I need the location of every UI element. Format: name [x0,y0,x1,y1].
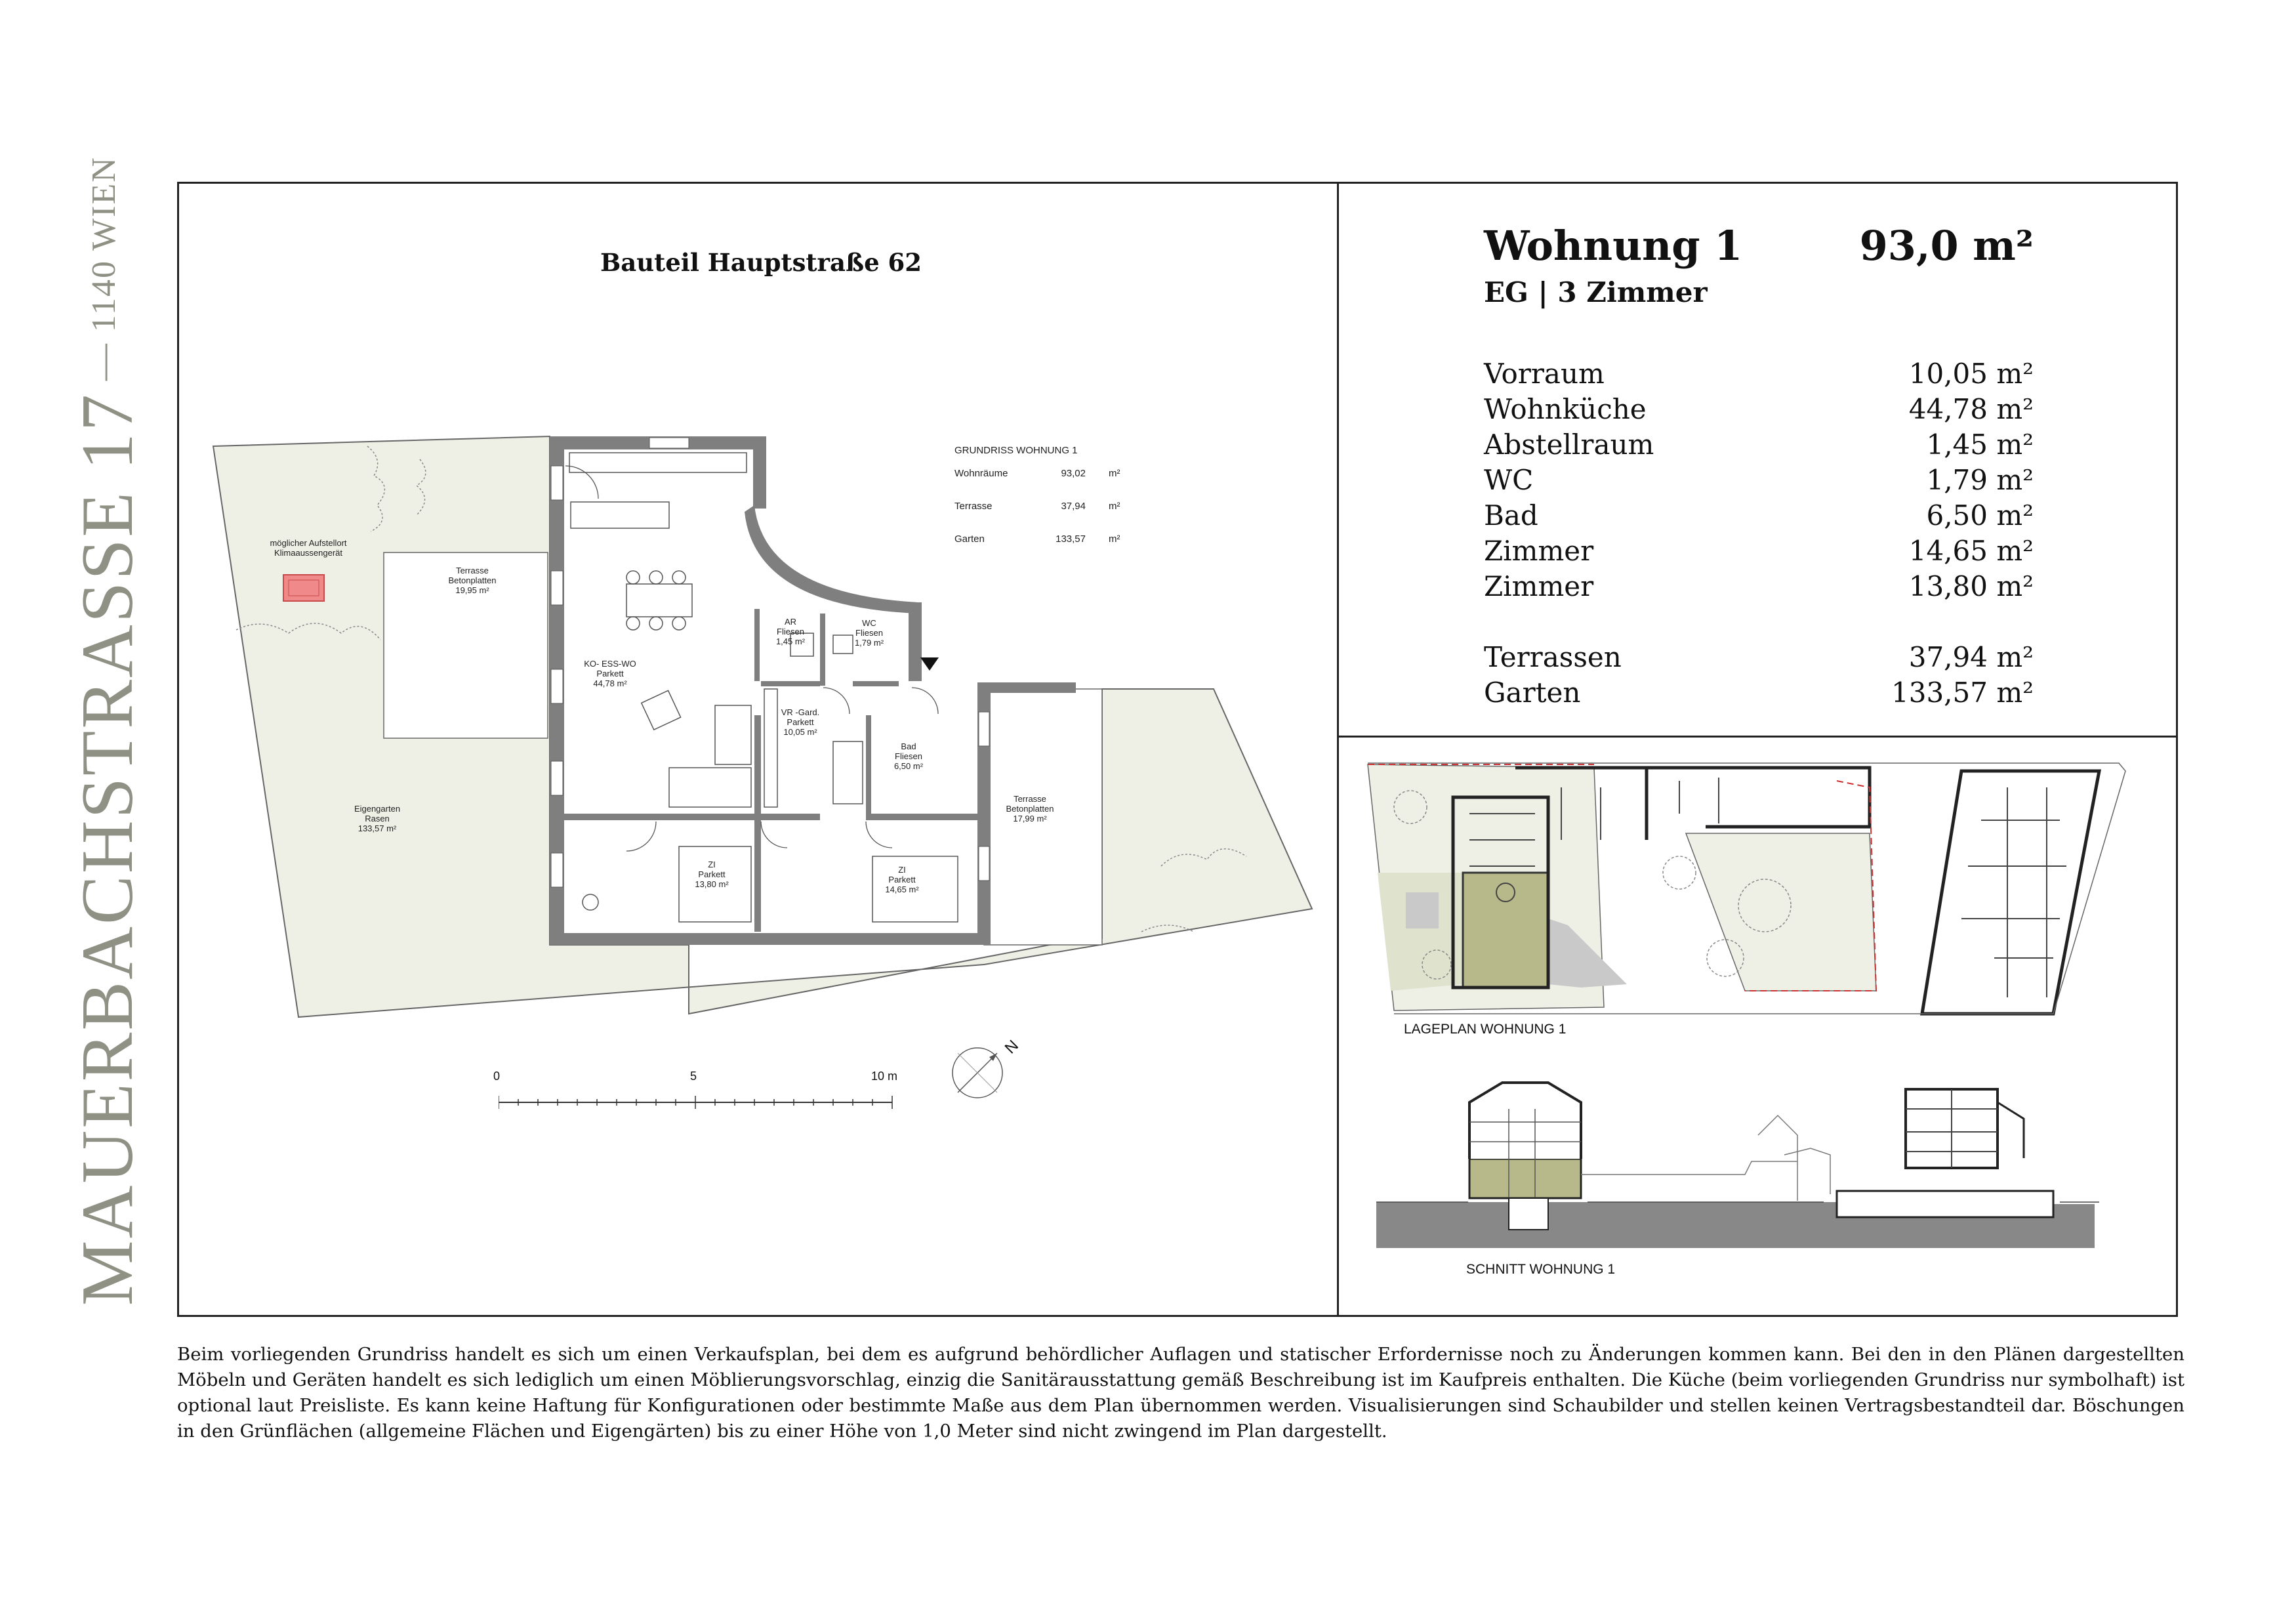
disclaimer-text: Beim vorliegenden Grundriss handelt es sich um einen Verkaufsplan, bei dem es aufgrund behördlicher Auflagen und statischer Erfordernisse noch zu Änderungen kommen kann. Bei den in den Plänen dargestellten Möbeln und Geräten handelt es sich lediglich um einen Möblierungsvorschlag, einzig die Sanitärausstattung gemäß Beschreibung ist im Kaufpreis enthalten. Die Küche (beim vorliegenden Grundriss nur symbolhaft) ist optional laut Preisliste. Es kann keine Haftung für Konfigurationen oder bestimmte Maße aus dem Plan übernommen werden. Visualisierungen sind Schaubilder und stellen keinen Vertragsbestandteil dar. Böschungen in den Grünflächen (allgemeine Flächen und Eigengärten) bis zu einer Höhe von 1,0 Meter sind nicht zwingend im Plan dargestellt. [177,1344,2184,1442]
room-area: 13,80 m² [1908,570,2034,602]
apartment-name: Wohnung 1 [1484,222,1743,270]
room-label-wc: WC Fliesen 1,79 m² [854,618,884,648]
room-area: 44,78 m² [1908,393,2034,425]
room-area: 6,50 m² [1926,499,2034,531]
room-name: Bad [1484,499,1538,531]
room-label-garten: Eigengarten Rasen 133,57 m² [354,804,401,833]
side-title-separator: — [83,344,123,381]
scale-bar [499,1086,905,1115]
outdoor-area: 133,57 m² [1891,677,2034,709]
room-label-terrasse-east: Terrasse Betonplatten 17,99 m² [1006,794,1054,823]
apartment-subtitle: EG | 3 Zimmer [1484,276,1708,308]
plan-summary-heading: GRUNDRISS WOHNUNG 1 [954,445,1078,456]
room-area: 1,45 m² [1926,428,2034,461]
vertical-divider [1337,182,1339,1317]
room-name: Wohnküche [1484,393,1647,425]
room-label-zimmer-1: ZI Parkett 13,80 m² [695,860,729,889]
site-plan [1364,755,2152,1030]
room-name: WC [1484,464,1534,496]
room-area: 14,65 m² [1908,535,2034,567]
scale-label-5: 5 [690,1070,697,1083]
side-title-city: 1140 WIEN [85,156,123,333]
section-label: SCHNITT WOHNUNG 1 [1466,1262,1616,1277]
room-label-abstellraum: AR Fliesen 1,45 m² [775,617,806,646]
apartment-area: 93,0 m² [1859,222,2034,270]
plan-title: Bauteil Hauptstraße 62 [600,248,922,277]
highlight-apartment [1463,873,1548,988]
floor-plan [184,413,1325,1122]
room-label-klima: möglicher Aufstellort Klimaaussengerät [270,538,347,558]
room-label-zimmer-2: ZI Parkett 14,65 m² [885,865,919,894]
room-label-kochen-essen-wohnen: KO- ESS-WO Parkett 44,78 m² [584,659,636,688]
room-name: Zimmer [1484,570,1594,602]
plan-summary [954,445,1125,553]
room-area: 1,79 m² [1926,464,2034,496]
room-name: Abstellraum [1484,428,1654,461]
room-name: Vorraum [1484,358,1605,390]
side-title [66,92,148,1306]
plan-summary-row: Wohnräume 93,02 m² [954,468,1120,479]
scale-label-10: 10 m [871,1070,898,1083]
outdoor-area: 37,94 m² [1908,641,2034,673]
entrance-arrow [920,657,939,671]
scale-label-0: 0 [493,1070,501,1083]
room-label-bad: Bad Fliesen 6,50 m² [893,741,924,771]
outdoor-name: Terrassen [1484,641,1622,673]
klima-unit [283,575,324,601]
side-title-street: MAUERBACHSTRASSE 17 [67,392,148,1306]
plan-summary-row: Terrasse 37,94 m² [954,501,1120,512]
section-drawing [1371,1063,2119,1260]
site-plan-label: LAGEPLAN WOHNUNG 1 [1404,1022,1567,1037]
room-label-vorraum: VR -Gard. Parkett 10,05 m² [781,707,820,737]
room-area: 10,05 m² [1908,358,2034,390]
room-label-terrasse-west: Terrasse Betonplatten 19,95 m² [448,566,497,595]
outdoor-name: Garten [1484,677,1581,709]
room-name: Zimmer [1484,535,1594,567]
horizontal-divider [1337,736,2178,738]
north-label: N [1001,1036,1022,1058]
plan-summary-row: Garten 133,57 m² [954,533,1120,545]
